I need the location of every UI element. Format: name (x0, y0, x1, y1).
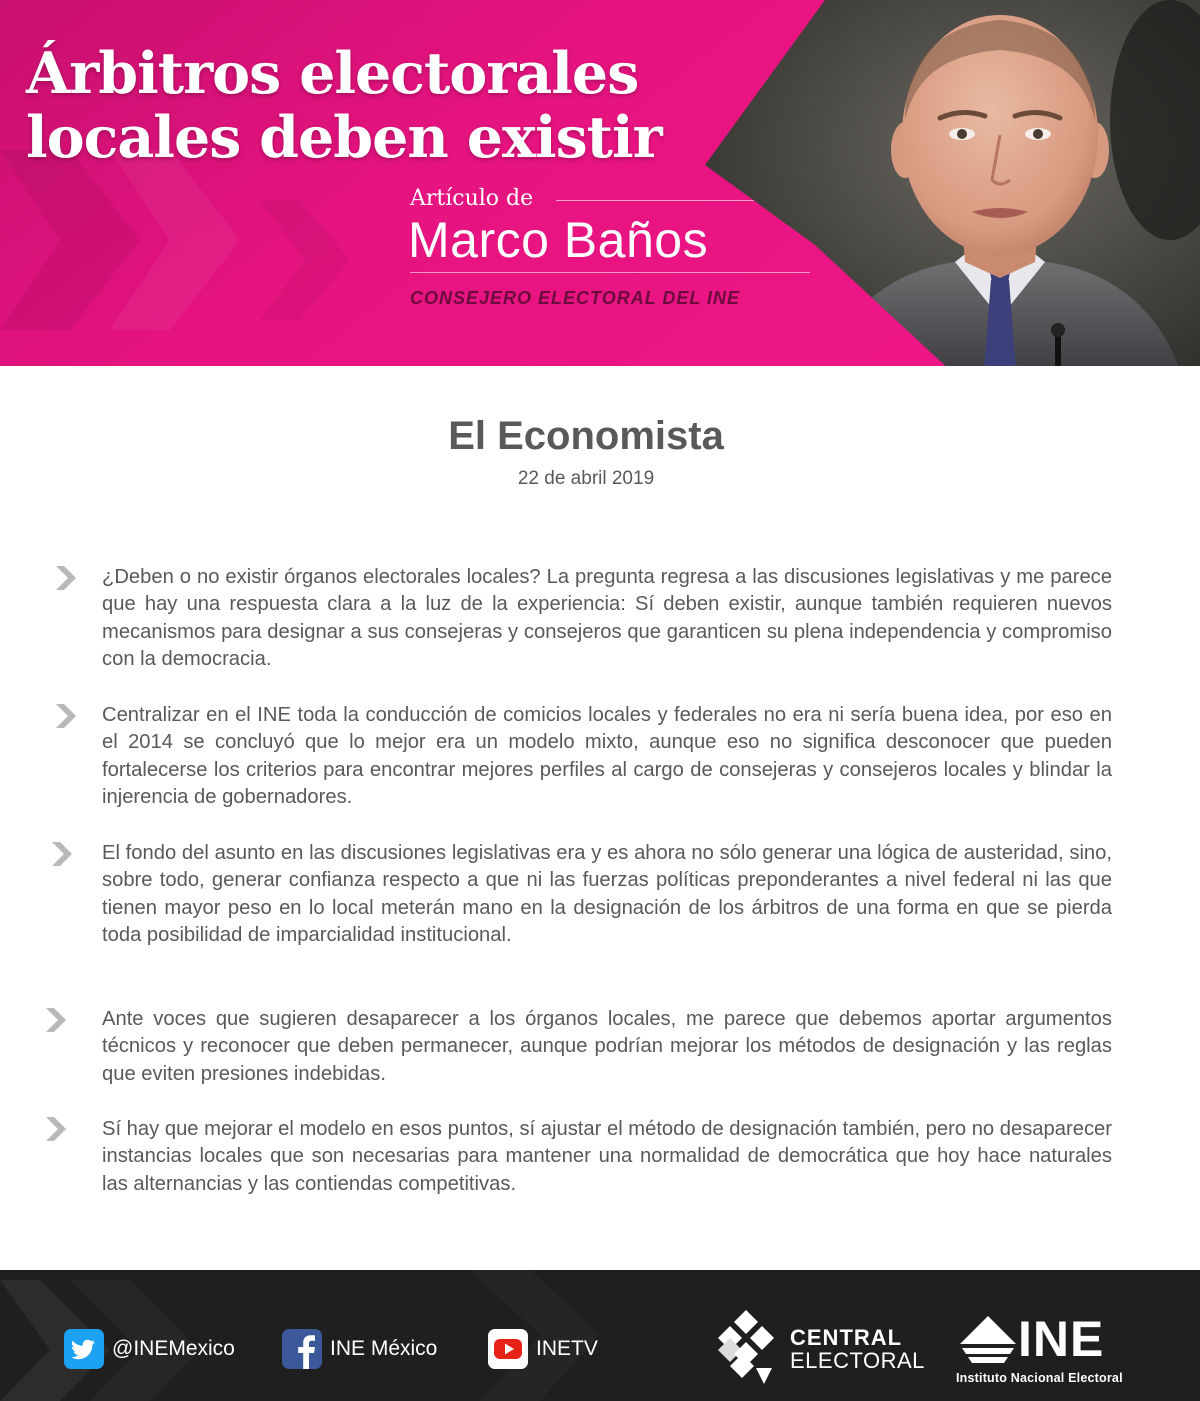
headline-line-2: locales deben existir (26, 104, 662, 171)
author-name: Marco Baños (408, 212, 709, 268)
chevron-right-icon (44, 1115, 68, 1143)
central-electoral-line-1: CENTRAL (790, 1325, 903, 1350)
chevron-right-icon (54, 702, 78, 730)
publication-name: El Economista (448, 414, 724, 458)
headline-line-1: Árbitros electorales (26, 40, 639, 107)
facebook-link[interactable] (282, 1328, 437, 1370)
publication-date: 22 de abril 2019 (517, 468, 655, 489)
article-paragraph-4: Ante voces que sugieren desaparecer a los órganos locales, me parece que debemos aportar argumentos técnicos y reconocer que deben permanecer, aunque podrían mejorar los métodos de designación y las reglas que eviten presiones indebidas. (102, 1008, 1112, 1085)
ine-full-name: Instituto Nacional Electoral (956, 1371, 1123, 1385)
article-paragraph-1: ¿Deben o no existir órganos electorales locales? La pregunta regresa a las discusiones legislativas y me parece que hay una respuesta clara a la luz de la experiencia: Sí deben existir, aunque también requieren nuevos mecanismos para designar a sus consejeras y consejeros que garanticen su plena independencia y compromiso con la democracia. (102, 566, 1112, 671)
central-electoral-logo-icon (716, 1310, 778, 1390)
twitter-link[interactable] (64, 1328, 235, 1370)
footer (0, 1270, 1200, 1401)
author-portrait (700, 0, 1200, 366)
twitter-handle: @INEMexico (112, 1337, 235, 1360)
ine-logo-icon (958, 1316, 1018, 1368)
chevron-right-icon (54, 564, 78, 592)
article-paragraph-5: Sí hay que mejorar el modelo en esos puntos, sí ajustar el método de designación también, pero no desaparecer instancias locales que son necesarias para mantener una normalidad de democrática que hoy hace naturales las alternancias y las contiendas competitivas. (102, 1118, 1112, 1195)
chevron-right-icon (50, 840, 74, 868)
chevron-right-icon (44, 1006, 68, 1034)
central-electoral-wordmark (790, 1326, 925, 1372)
article-paragraph-2: Centralizar en el INE toda la conducción de comicios locales y federales no era ni sería buena idea, por eso en el 2014 se concluyó que lo mejor era un modelo mixto, aunque eso no significa desconocer que pueden fortalecerse los criterios para encontrar mejores perfiles al cargo de consejeras y consejeros locales y blindar la injerencia de gobernadores. (102, 704, 1112, 809)
facebook-handle: INE México (330, 1337, 438, 1360)
byline-prefix: Artículo de (410, 186, 534, 211)
headline (26, 42, 662, 170)
header-banner (0, 0, 1200, 366)
ine-acronym: INE (1018, 1311, 1105, 1367)
youtube-link[interactable] (488, 1328, 598, 1370)
youtube-icon (488, 1329, 528, 1369)
youtube-handle: INETV (536, 1337, 598, 1360)
author-role: CONSEJERO ELECTORAL DEL INE (410, 288, 741, 308)
twitter-icon (64, 1329, 104, 1369)
facebook-icon (282, 1329, 322, 1369)
central-electoral-line-2: ELECTORAL (790, 1348, 925, 1373)
article-paragraph-3: El fondo del asunto en las discusiones legislativas era y es ahora no sólo generar una lógica de austeridad, sino, sobre todo, generar confianza respecto a que ni las fuerzas políticas preponderantes a nivel federal ni las que tienen mayor peso en lo local meterán mano en la designación de los árbitros de una forma en que se pierda toda posibilidad de imparcialidad institucional. (102, 842, 1112, 947)
